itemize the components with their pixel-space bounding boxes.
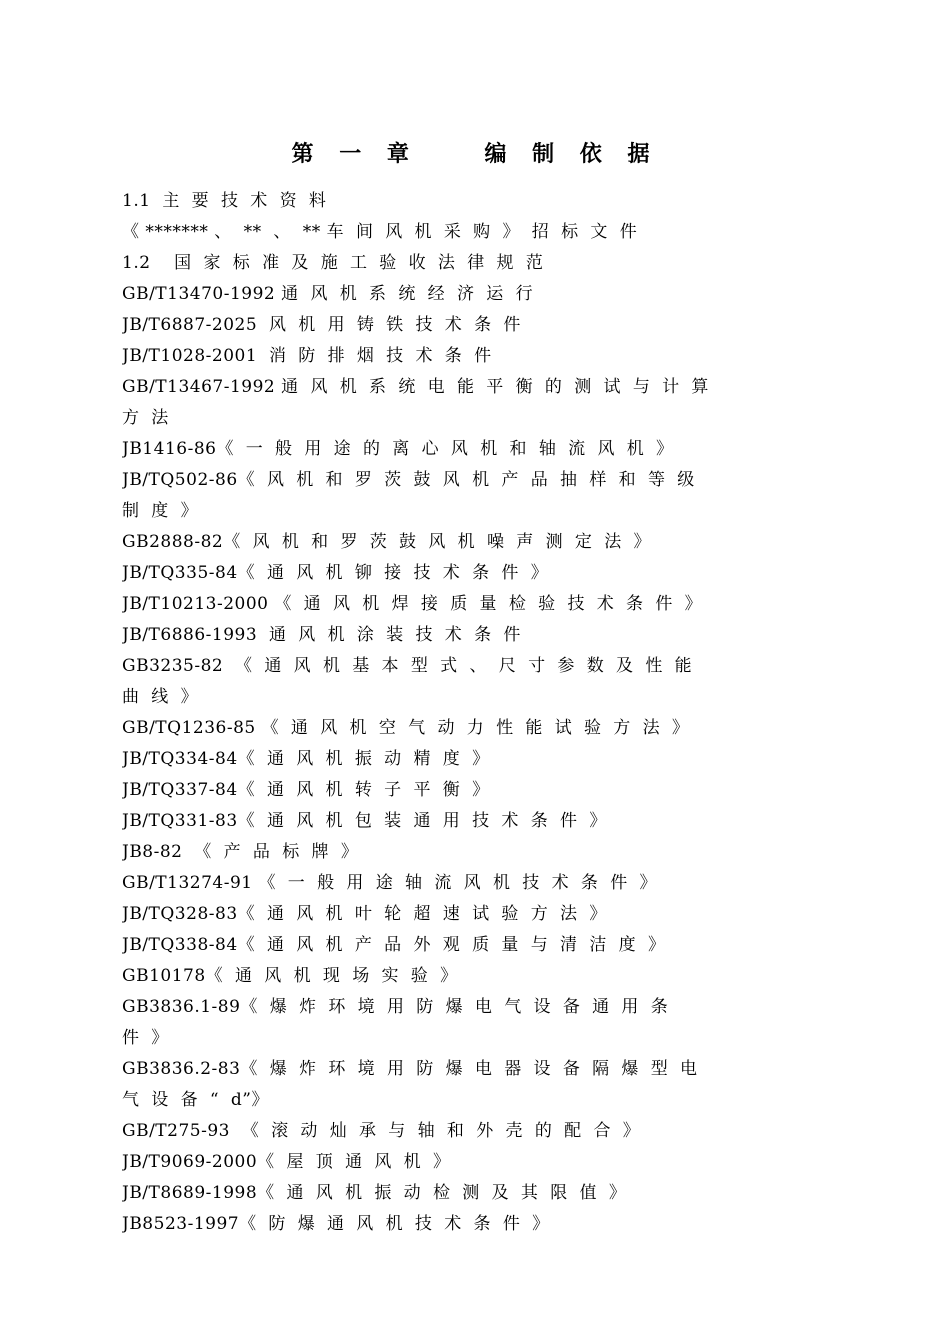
standard-line: GB/TQ1236-85 《 通 风 机 空 气 动 力 性 能 试 验 方 法 》	[122, 718, 690, 738]
standard-line: JB/T10213-2000 《 通 风 机 焊 接 质 量 检 验 技 术 条 件 》	[122, 594, 703, 614]
standard-line: GB/T13470-1992 通 风 机 系 统 经 济 运 行	[122, 284, 534, 304]
standard-line-continued: 曲 线 》	[122, 687, 199, 707]
standard-line: GB/T13274-91 《 一 般 用 途 轴 流 风 机 技 术 条 件 》	[122, 873, 657, 893]
standard-line-continued: 件 》	[122, 1028, 169, 1048]
standard-line: JB1416-86《 一 般 用 途 的 离 心 风 机 和 轴 流 风 机 》	[122, 439, 674, 459]
standard-line-continued: 气 设 备 “ d”》	[122, 1090, 269, 1110]
standard-line: JB8523-1997《 防 爆 通 风 机 技 术 条 件 》	[122, 1214, 550, 1234]
standard-line: JB/TQ331-83《 通 风 机 包 装 通 用 技 术 条 件 》	[122, 811, 607, 831]
standard-line: JB/TQ328-83《 通 风 机 叶 轮 超 速 试 验 方 法 》	[122, 904, 607, 924]
section-heading-1-2: 1.2 国 家 标 准 及 施 工 验 收 法 律 规 范	[122, 253, 544, 273]
standard-line: JB/TQ502-86《 风 机 和 罗 茨 鼓 风 机 产 品 抽 样 和 等 级	[122, 470, 695, 490]
chapter-title: 第 一 章 编 制 依 据	[291, 142, 659, 167]
standard-line: GB3836.2-83《 爆 炸 环 境 用 防 爆 电 器 设 备 隔 爆 型 电	[122, 1059, 698, 1079]
document-body	[122, 186, 822, 1240]
standard-line-continued: 制 度 》	[122, 501, 199, 521]
text-line: 《 ******* 、 ** 、 ** 车 间 风 机 采 购 》 招 标 文 件	[122, 222, 638, 242]
standard-line-continued: 方 法	[122, 408, 169, 428]
standard-line: JB/T6886-1993 通 风 机 涂 装 技 术 条 件	[122, 625, 521, 645]
standard-line: JB/T6887-2025 风 机 用 铸 铁 技 术 条 件	[122, 315, 521, 335]
standard-line: JB8-82 《 产 品 标 牌 》	[122, 842, 359, 862]
standard-line: GB10178《 通 风 机 现 场 实 验 》	[122, 966, 458, 986]
standard-line: JB/TQ338-84《 通 风 机 产 品 外 观 质 量 与 清 洁 度 》	[122, 935, 666, 955]
standard-line: JB/T9069-2000《 屋 顶 通 风 机 》	[122, 1152, 451, 1172]
standard-line: JB/TQ335-84《 通 风 机 铆 接 技 术 条 件 》	[122, 563, 549, 583]
standard-line: JB/TQ337-84《 通 风 机 转 子 平 衡 》	[122, 780, 490, 800]
standard-line: GB/T13467-1992 通 风 机 系 统 电 能 平 衡 的 测 试 与 计 算	[122, 377, 709, 397]
standard-line: GB3836.1-89《 爆 炸 环 境 用 防 爆 电 气 设 备 通 用 条	[122, 997, 669, 1017]
standard-line: GB3235-82 《 通 风 机 基 本 型 式 、 尺 寸 参 数 及 性 能	[122, 656, 693, 676]
standard-line: GB/T275-93 《 滚 动 灿 承 与 轴 和 外 壳 的 配 合 》	[122, 1121, 641, 1141]
standard-line: JB/T1028-2001 消 防 排 烟 技 术 条 件	[122, 346, 492, 366]
standard-line: JB/TQ334-84《 通 风 机 振 动 精 度 》	[122, 749, 490, 769]
standard-line: GB2888-82《 风 机 和 罗 茨 鼓 风 机 噪 声 测 定 法 》	[122, 532, 652, 552]
section-heading-1-1: 1.1 主 要 技 术 资 料	[122, 191, 327, 211]
standard-line: JB/T8689-1998《 通 风 机 振 动 检 测 及 其 限 值 》	[122, 1183, 627, 1203]
